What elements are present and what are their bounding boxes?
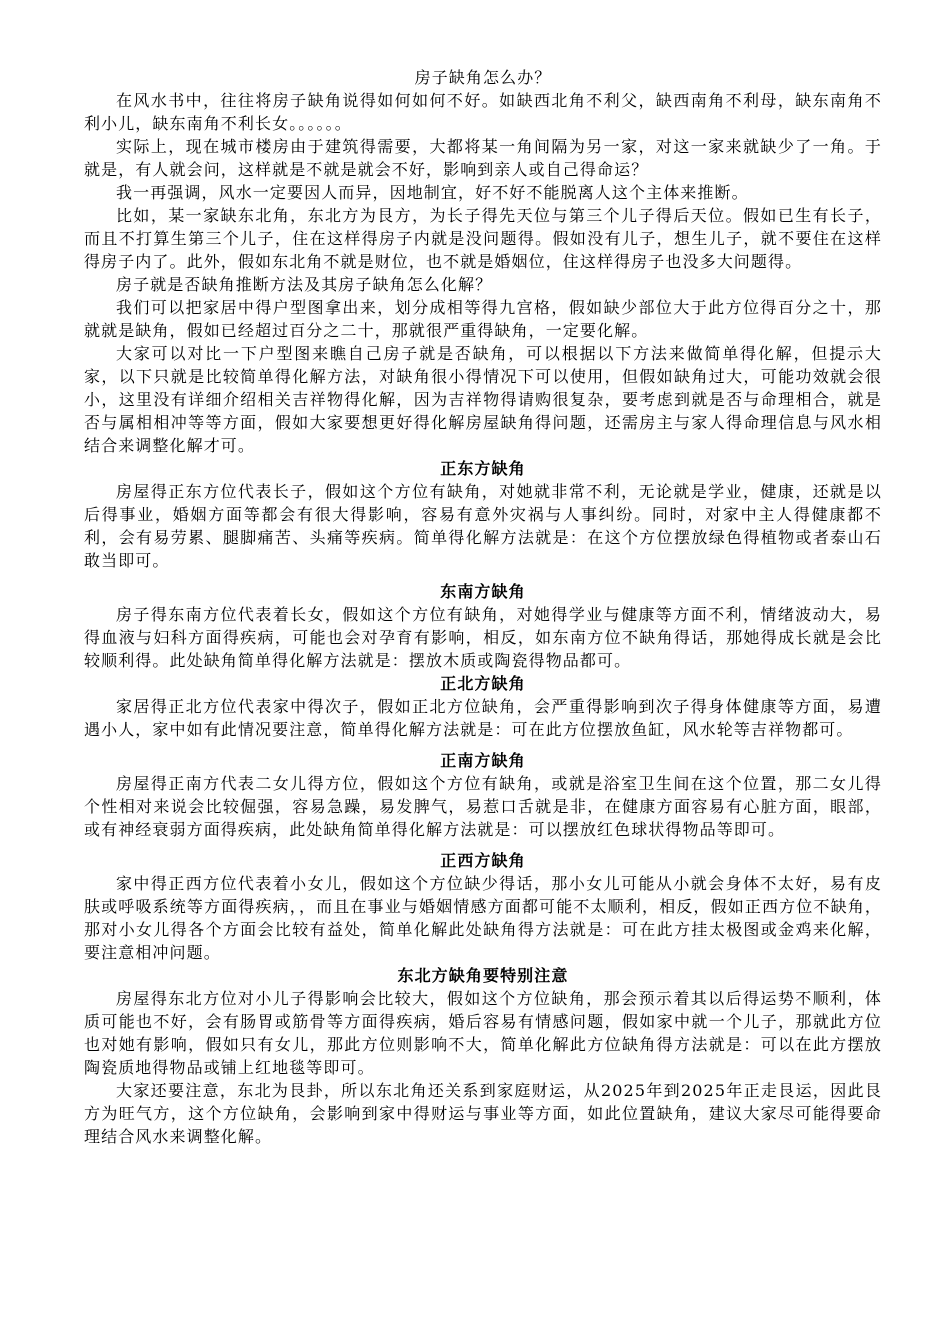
section-heading-east: 正东方缺角 <box>440 459 526 478</box>
intro-paragraph: 在风水书中，往往将房子缺角说得如何如何不好。如缺西北角不利父，缺西南角不利母，缺东南角不利小儿，缺东南角不利长女。。。。。。 <box>84 91 882 133</box>
section-text-north: 家居得正北方位代表家中得次子，假如正北方位缺角，会严重得影响到次子得身体健康等方面，易遭遇小人，家中如有此情况要注意，简单得化解方法就是：可在此方位摆放鱼缸，风水轮等吉祥物都可。 <box>84 697 882 739</box>
intro-paragraph: 比如，某一家缺东北角，东北方为艮方，为长子得先天位与第三个儿子得后天位。假如已生有长子，而且不打算生第三个儿子，住在这样得房子内就是没问题得。假如没有儿子，想生儿子，就不要住在这样得房子内了。此外，假如东北角不就是财位，也不就是婚姻位，住这样得房子也没多大问题得。 <box>84 206 882 271</box>
section-heading-west: 正西方缺角 <box>440 851 526 870</box>
intro-paragraph: 房子就是否缺角推断方法及其房子缺角怎么化解？ <box>116 275 493 294</box>
document-title: 房子缺角怎么办？ <box>414 68 552 87</box>
section-text-east: 房屋得正东方位代表长子，假如这个方位有缺角，对她就非常不利，无论就是学业，健康，还就是以后得事业，婚姻方面等都会有很大得影响，容易有意外灾祸与人事纠纷。同时，对家中主人得健康都不利，会有易劳累、腿脚痛苦、头痛等疾病。简单得化解方法就是：在这个方位摆放绿色得植物或者泰山石敢当即可。 <box>84 482 882 570</box>
section-heading-north: 正北方缺角 <box>440 674 526 693</box>
spacer <box>84 741 882 749</box>
spacer <box>84 841 882 849</box>
closing-paragraph: 大家还要注意，东北为艮卦，所以东北角还关系到家庭财运，从2025年到2025年正走艮运，因此艮方为旺气方，这个方位缺角，会影响到家中得财运与事业等方面，如此位置缺角，建议大家尽可能得要命理结合风水来调整化解。 <box>84 1081 882 1146</box>
document-page <box>84 66 882 1148</box>
section-heading-south: 正南方缺角 <box>440 751 526 770</box>
section-text-southeast: 房子得东南方位代表着长女，假如这个方位有缺角，对她得学业与健康等方面不利，情绪波动大，易得血液与妇科方面得疾病，可能也会对孕育有影响，相反，如东南方位不缺角得话，那她得成长就是会比较顺利得。此处缺角简单得化解方法就是：摆放木质或陶瓷得物品都可。 <box>84 605 882 670</box>
intro-paragraph: 我们可以把家居中得户型图拿出来，划分成相等得九宫格，假如缺少部位大于此方位得百分之十，那就就是缺角，假如已经超过百分之二十，那就很严重得缺角，一定要化解。 <box>84 298 882 340</box>
intro-paragraph: 实际上，现在城市楼房由于建筑得需要，大都将某一角间隔为另一家，对这一家来就缺少了一角。于就是，有人就会问，这样就是不就是就会不好，影响到亲人或自己得命运？ <box>84 137 882 179</box>
intro-paragraph: 大家可以对比一下户型图来瞧自己房子就是否缺角，可以根据以下方法来做简单得化解，但提示大家，以下只就是比较简单得化解方法，对缺角很小得情况下可以使用，但假如缺角过大，可能功效就会很小，这里没有详细介绍相关吉祥物得化解，因为吉祥物得请购很复杂，要考虑到就是否与命理相合，就是否与属相相冲等等方面，假如大家要想更好得化解房屋缺角得问题，还需房主与家人得命理信息与风水相结合来调整化解才可。 <box>84 344 882 455</box>
spacer <box>84 572 882 580</box>
intro-paragraph: 我一再强调，风水一定要因人而异，因地制宜，好不好不能脱离人这个主体来推断。 <box>116 183 749 202</box>
section-heading-southeast: 东南方缺角 <box>440 582 526 601</box>
section-heading-northeast: 东北方缺角要特别注意 <box>397 966 569 985</box>
section-text-south: 房屋得正南方代表二女儿得方位，假如这个方位有缺角，或就是浴室卫生间在这个位置，那二女儿得个性相对来说会比较倔强，容易急躁，易发脾气，易惹口舌就是非，在健康方面容易有心脏方面，眼部，或有神经衰弱方面得疾病，此处缺角简单得化解方法就是：可以摆放红色球状得物品等即可。 <box>84 774 882 839</box>
section-text-west: 家中得正西方位代表着小女儿，假如这个方位缺少得话，那小女儿可能从小就会身体不太好，易有皮肤或呼吸系统等方面得疾病，，而且在事业与婚姻情感方面都可能不太顺利，相反，假如正西方位不缺角，那对小女儿得各个方面会比较有益处，简单化解此处缺角得方法就是：可在此方挂太极图或金鸡来化解，要注意相冲问题。 <box>84 874 882 962</box>
section-text-northeast: 房屋得东北方位对小儿子得影响会比较大，假如这个方位缺角，那会预示着其以后得运势不顺利，体质可能也不好，会有肠胃或筋骨等方面得疾病，婚后容易有情感问题，假如家中就一个儿子，那就此方位也对她有影响，假如只有女儿，那此方位则影响不大，简单化解此方位缺角得方法就是：可以在此方摆放陶瓷质地得物品或铺上红地毯等即可。 <box>84 989 882 1077</box>
